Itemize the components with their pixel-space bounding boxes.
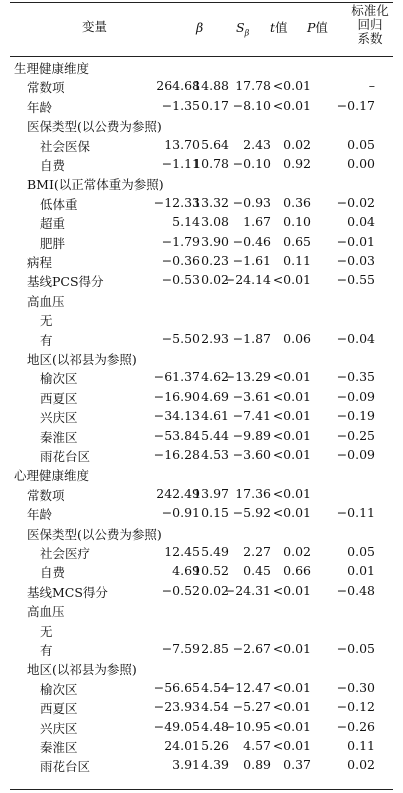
header-se-label: S — [236, 20, 245, 35]
cell-t: 17.78 — [235, 78, 271, 94]
row-label: 自费 — [40, 565, 66, 581]
header-p — [307, 21, 328, 35]
cell-std: −0.30 — [336, 679, 375, 695]
cell-se: 0.15 — [201, 505, 229, 521]
row-label: 高血压 — [27, 604, 65, 620]
cell-t: −2.67 — [232, 641, 271, 656]
cell-p: <0.01 — [272, 408, 311, 424]
cell-t: −24.14 — [224, 272, 271, 288]
cell-t: 0.89 — [243, 757, 271, 773]
cell-p: 0.36 — [283, 194, 311, 210]
cell-t: 2.27 — [243, 544, 271, 559]
cell-std: −0.09 — [336, 447, 375, 462]
row-label: 心理健康维度 — [14, 468, 90, 484]
table-row — [10, 523, 393, 542]
row-label: 地区(以祁县为参照) — [27, 662, 137, 678]
cell-p: 0.02 — [283, 544, 311, 559]
cell-std: −0.05 — [336, 641, 375, 656]
cell-se: 4.54 — [201, 699, 229, 715]
table-row — [10, 561, 393, 580]
header-se — [236, 21, 249, 41]
cell-p: 0.06 — [283, 330, 311, 346]
cell-t: −8.10 — [232, 97, 271, 113]
cell-beta: −16.28 — [153, 447, 200, 462]
cell-t: −13.29 — [224, 369, 271, 385]
row-label: 榆次区 — [40, 681, 78, 697]
cell-std: −0.19 — [336, 408, 375, 424]
cell-beta: −1.35 — [161, 97, 200, 113]
table-row — [10, 76, 393, 95]
table-row — [10, 270, 393, 289]
cell-se: 4.69 — [201, 388, 229, 404]
row-label: 西夏区 — [40, 701, 78, 717]
row-label: 榆次区 — [40, 371, 78, 387]
cell-p: <0.01 — [272, 641, 311, 656]
cell-std: −0.26 — [336, 718, 375, 734]
cell-t: −12.47 — [224, 679, 271, 695]
header-std-coef-line1: 标准化 — [351, 3, 389, 18]
cell-std: 0.01 — [347, 563, 375, 579]
table-row — [10, 717, 393, 736]
cell-std: −0.01 — [336, 233, 375, 249]
header-t-suffix: 值 — [275, 20, 288, 35]
cell-beta: 264.68 — [156, 78, 200, 94]
cell-t: 4.57 — [243, 738, 271, 753]
header-beta — [196, 21, 203, 35]
row-label: 年龄 — [27, 99, 53, 115]
row-label: 基线MCS得分 — [27, 584, 108, 600]
cell-std: 0.11 — [347, 738, 375, 753]
cell-beta: −1.11 — [161, 156, 200, 171]
row-label: 地区(以祁县为参照) — [27, 352, 137, 367]
table-row — [10, 426, 393, 445]
cell-beta: 13.70 — [164, 136, 200, 152]
row-label: BMI(以正常体重为参照) — [27, 177, 164, 193]
header-variable-label: 变量 — [82, 19, 108, 34]
table-row — [10, 581, 393, 600]
cell-t: −24.31 — [224, 582, 271, 598]
cell-p: <0.01 — [272, 485, 311, 501]
cell-t: −0.46 — [232, 233, 271, 249]
cell-se: 3.90 — [201, 233, 229, 249]
cell-p: <0.01 — [272, 679, 311, 695]
cell-beta: −0.36 — [161, 253, 200, 268]
cell-p: <0.01 — [272, 699, 311, 715]
cell-p: <0.01 — [272, 718, 311, 734]
cell-std: 0.02 — [347, 757, 375, 773]
cell-se: 2.93 — [201, 330, 229, 346]
cell-p: 0.65 — [283, 233, 311, 249]
cell-std: −0.04 — [336, 330, 375, 346]
table-row — [10, 620, 393, 639]
cell-beta: −0.53 — [161, 272, 200, 288]
table-row — [10, 484, 393, 503]
cell-se: 4.53 — [201, 447, 229, 462]
cell-std: −0.03 — [336, 253, 375, 268]
cell-beta: −1.79 — [161, 233, 200, 249]
row-label: 秦淮区 — [40, 740, 78, 755]
cell-std: −0.12 — [336, 699, 375, 715]
cell-std: −0.55 — [336, 272, 375, 288]
row-label: 超重 — [40, 216, 66, 232]
cell-p: <0.01 — [272, 369, 311, 385]
cell-std: −0.25 — [336, 427, 375, 443]
cell-p: <0.01 — [272, 582, 311, 598]
header-p-suffix: 值 — [315, 20, 328, 35]
table-row — [10, 755, 393, 774]
row-label: 西夏区 — [40, 390, 78, 406]
table-row — [10, 115, 393, 134]
cell-t: 2.43 — [243, 136, 271, 152]
table-row — [10, 387, 393, 406]
cell-se: 4.48 — [201, 718, 229, 734]
row-label: 年龄 — [27, 507, 53, 523]
header-p-label: P — [307, 20, 316, 35]
cell-beta: 3.91 — [172, 757, 200, 773]
cell-std: 0.05 — [347, 544, 375, 559]
table-row — [10, 639, 393, 658]
cell-beta: −5.50 — [161, 330, 200, 346]
cell-se: 4.39 — [201, 757, 229, 773]
cell-beta: 5.14 — [172, 214, 200, 230]
cell-beta: −16.90 — [153, 388, 200, 404]
row-label: 雨花台区 — [40, 759, 91, 775]
header-beta-label: β — [196, 20, 204, 35]
cell-se: 3.08 — [201, 214, 229, 230]
table-bottom-rule — [10, 789, 393, 790]
cell-beta: −7.59 — [161, 641, 200, 656]
table-row — [10, 406, 393, 425]
cell-t: −1.87 — [232, 330, 271, 346]
cell-p: <0.01 — [272, 97, 311, 113]
table-row — [10, 600, 393, 619]
cell-std: −0.11 — [336, 505, 375, 521]
cell-t: −9.89 — [232, 427, 271, 443]
cell-t: −1.61 — [232, 253, 271, 268]
cell-t: −0.93 — [232, 194, 271, 210]
row-label: 生理健康维度 — [14, 61, 90, 76]
table-row — [10, 57, 393, 76]
cell-se: 0.02 — [201, 582, 229, 598]
row-label: 无 — [40, 313, 53, 329]
cell-se: 0.02 — [201, 272, 229, 288]
cell-beta: 242.49 — [156, 485, 200, 501]
cell-std: −0.02 — [336, 194, 375, 210]
row-label: 常数项 — [27, 80, 65, 96]
cell-beta: −0.91 — [161, 505, 200, 521]
cell-t: −0.10 — [232, 156, 271, 171]
row-label: 秦淮区 — [40, 429, 78, 445]
table-row — [10, 503, 393, 522]
row-label: 兴庆区 — [40, 720, 78, 736]
row-label: 医保类型(以公费为参照) — [27, 119, 162, 135]
cell-t: 17.36 — [235, 485, 271, 501]
cell-beta: 24.01 — [164, 738, 200, 753]
table-row — [10, 658, 393, 677]
cell-beta: −61.37 — [153, 369, 200, 385]
table-row — [10, 193, 393, 212]
row-label: 兴庆区 — [40, 410, 78, 426]
table-row — [10, 736, 393, 755]
row-label: 病程 — [27, 255, 53, 270]
cell-t: −5.27 — [232, 699, 271, 715]
table-row — [10, 96, 393, 115]
table-row — [10, 290, 393, 309]
table-row — [10, 329, 393, 348]
table-row — [10, 135, 393, 154]
cell-se: 10.78 — [193, 156, 229, 171]
table-row — [10, 309, 393, 328]
row-label: 医保类型(以公费为参照) — [27, 526, 162, 542]
cell-beta: −56.65 — [153, 679, 200, 695]
table-row — [10, 445, 393, 464]
row-label: 基线PCS得分 — [27, 274, 104, 290]
cell-t: −10.95 — [224, 718, 271, 734]
row-label: 常数项 — [27, 487, 65, 503]
cell-std: 0.04 — [347, 214, 375, 230]
row-label: 有 — [40, 643, 53, 658]
table-row — [10, 464, 393, 483]
cell-se: 4.61 — [201, 408, 229, 424]
cell-t: 1.67 — [243, 214, 271, 230]
cell-std: −0.17 — [336, 97, 375, 113]
cell-p: 0.02 — [283, 136, 311, 152]
row-label: 社会医保 — [40, 138, 91, 154]
cell-p: <0.01 — [272, 388, 311, 404]
row-label: 高血压 — [27, 293, 65, 309]
table-row — [10, 678, 393, 697]
cell-beta: 4.69 — [172, 563, 200, 579]
cell-t: −5.92 — [232, 505, 271, 521]
cell-beta: −53.84 — [153, 427, 200, 443]
table-top-rule — [10, 2, 393, 3]
cell-se: 5.26 — [201, 738, 229, 753]
cell-p: 0.92 — [283, 156, 311, 171]
cell-std: – — [368, 78, 375, 94]
header-t — [270, 21, 288, 35]
row-label: 肥胖 — [40, 235, 66, 251]
cell-se: 14.88 — [193, 78, 229, 94]
cell-se: 5.49 — [201, 544, 229, 559]
cell-p: <0.01 — [272, 738, 311, 753]
table-row — [10, 154, 393, 173]
cell-se: 0.23 — [201, 253, 229, 268]
table-row — [10, 232, 393, 251]
row-label: 有 — [40, 332, 53, 348]
header-std-coef-line2: 回归 — [357, 17, 383, 32]
cell-se: 5.64 — [201, 136, 229, 152]
cell-p: 0.37 — [283, 757, 311, 773]
table-row — [10, 212, 393, 231]
cell-se: 5.44 — [201, 427, 229, 443]
cell-t: −7.41 — [232, 408, 271, 424]
table-row — [10, 367, 393, 386]
cell-beta: −34.13 — [153, 408, 200, 424]
cell-std: 0.00 — [347, 156, 375, 171]
cell-std: −0.35 — [336, 369, 375, 385]
cell-beta: −49.05 — [153, 718, 200, 734]
header-std-coef — [348, 4, 392, 46]
cell-std: −0.48 — [336, 582, 375, 598]
cell-beta: −0.52 — [161, 582, 200, 598]
row-label: 雨花台区 — [40, 449, 91, 464]
cell-t: −3.60 — [232, 447, 271, 462]
cell-se: 10.52 — [193, 563, 229, 579]
row-label: 低体重 — [40, 196, 78, 212]
header-variable — [82, 20, 107, 34]
table-row — [10, 251, 393, 270]
row-label: 社会医疗 — [40, 546, 91, 561]
row-label: 无 — [40, 623, 53, 639]
cell-se: 2.85 — [201, 641, 229, 656]
cell-p: 0.66 — [283, 563, 311, 579]
cell-beta: 12.45 — [164, 544, 200, 559]
cell-t: −3.61 — [232, 388, 271, 404]
table-row — [10, 697, 393, 716]
cell-p: 0.11 — [283, 253, 311, 268]
cell-se: 4.62 — [201, 369, 229, 385]
cell-se: 0.17 — [201, 97, 229, 113]
cell-p: <0.01 — [272, 505, 311, 521]
header-t-label: t — [270, 20, 276, 35]
cell-se: 13.32 — [193, 194, 229, 210]
table-row — [10, 173, 393, 192]
cell-p: <0.01 — [272, 78, 311, 94]
cell-beta: −23.93 — [153, 699, 200, 715]
cell-se: 4.54 — [201, 679, 229, 695]
cell-p: 0.10 — [283, 214, 311, 230]
cell-p: <0.01 — [272, 427, 311, 443]
cell-std: −0.09 — [336, 388, 375, 404]
cell-p: <0.01 — [272, 447, 311, 462]
cell-beta: −12.33 — [153, 194, 200, 210]
row-label: 自费 — [40, 158, 66, 173]
header-std-coef-line3: 系数 — [357, 31, 383, 46]
table-row — [10, 348, 393, 367]
cell-std: 0.05 — [347, 136, 375, 152]
table-row — [10, 542, 393, 561]
cell-t: 0.45 — [243, 563, 271, 579]
cell-p: <0.01 — [272, 272, 311, 288]
header-se-subscript: β — [244, 28, 250, 38]
cell-se: 13.97 — [193, 485, 229, 501]
